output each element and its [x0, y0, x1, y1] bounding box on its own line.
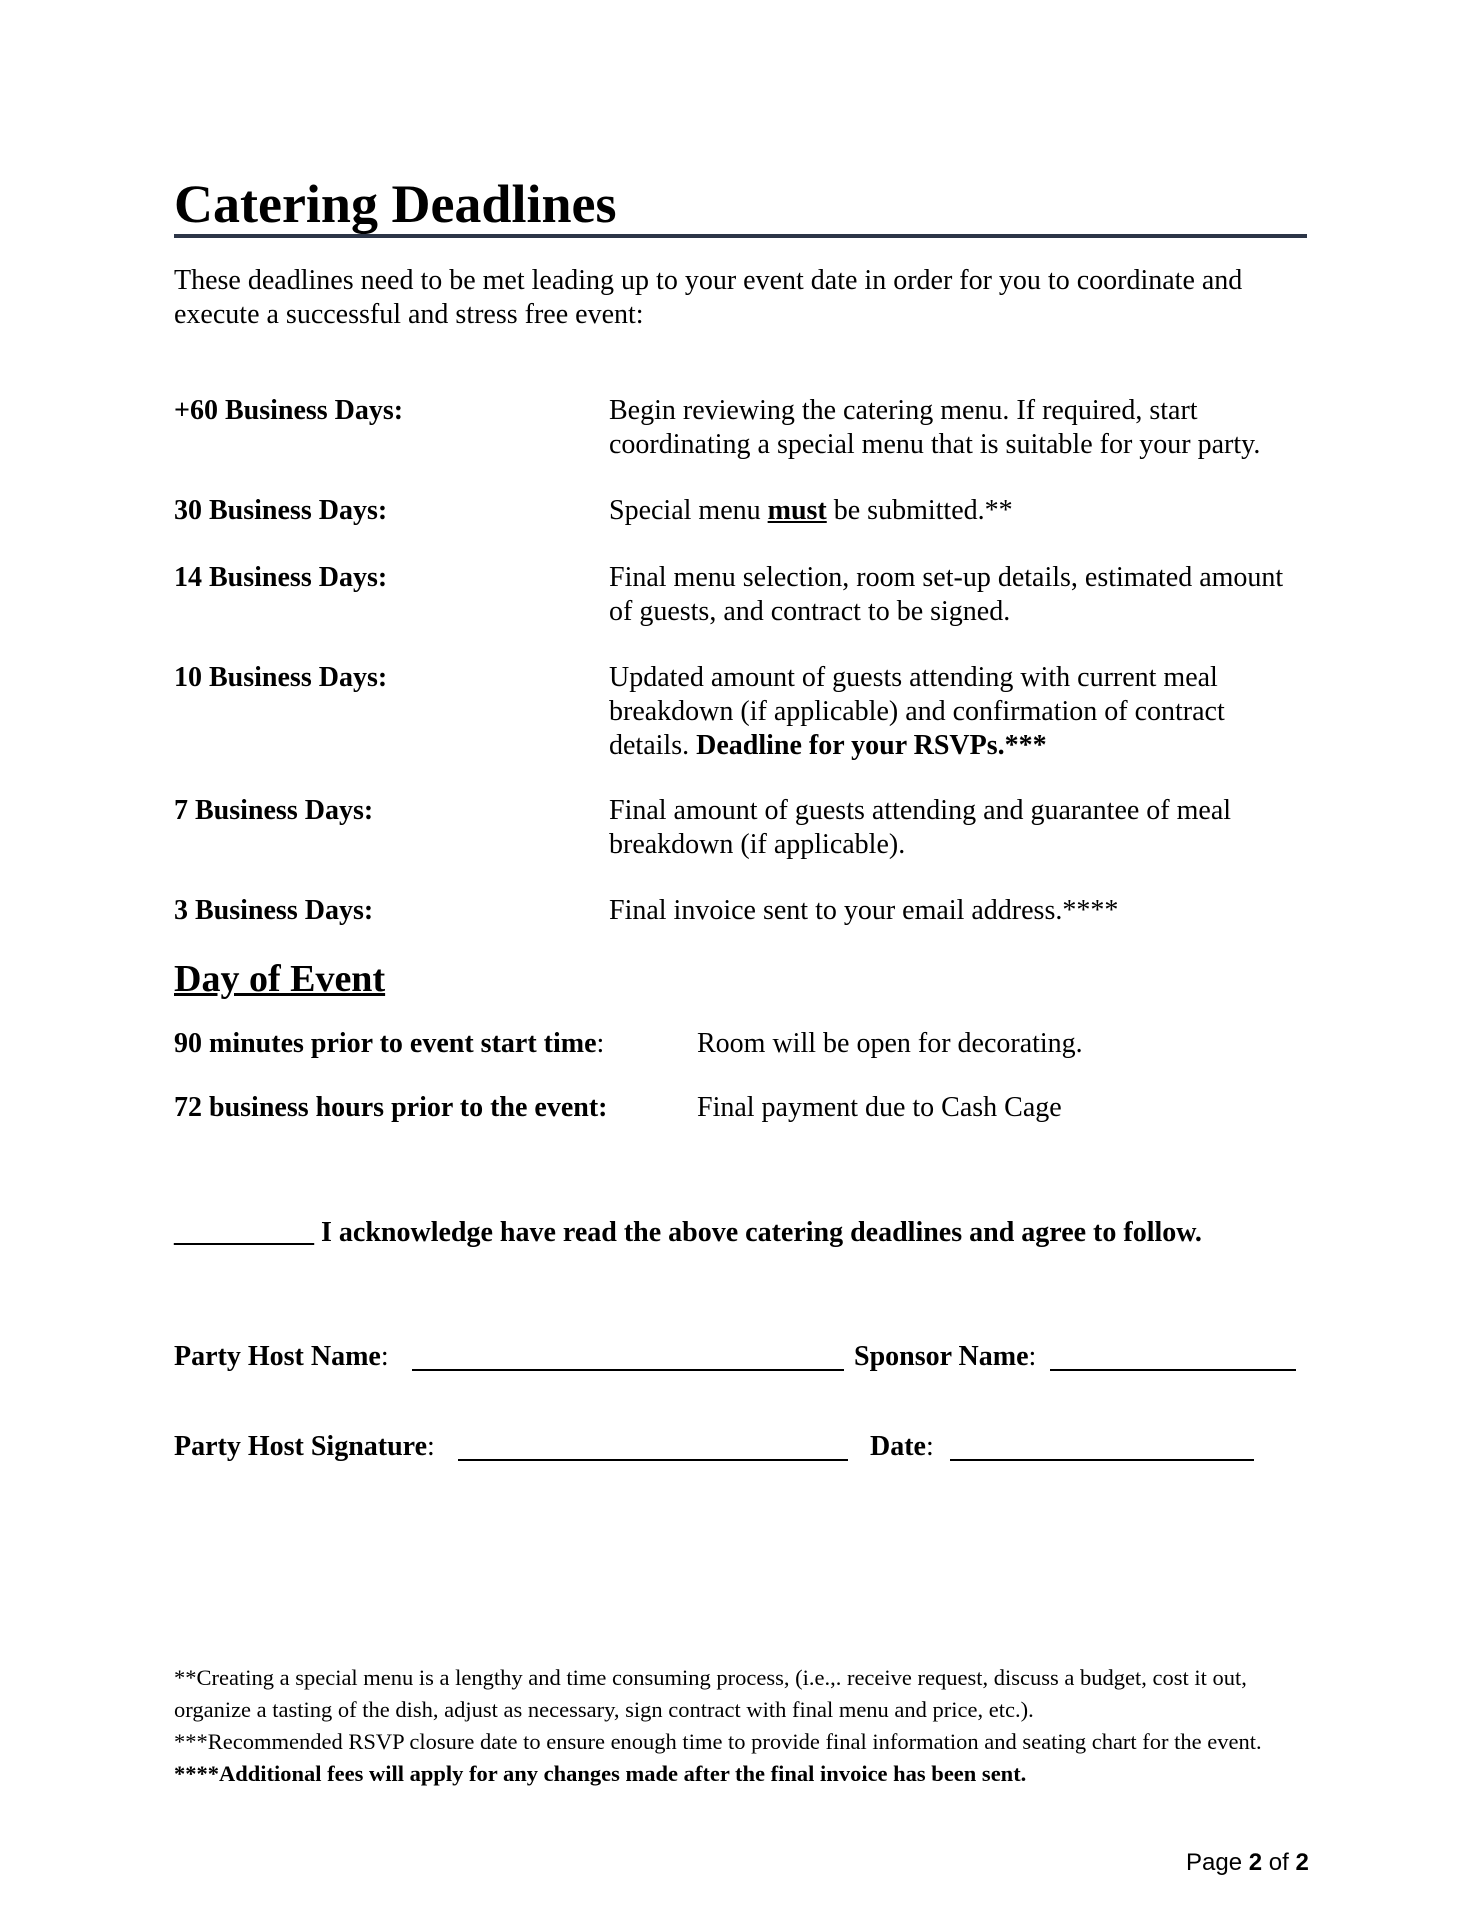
rsvp-deadline-text: Deadline for your RSVPs.***	[696, 730, 1047, 761]
deadline-label: +60 Business Days:	[174, 395, 404, 426]
deadline-description: Begin reviewing the catering menu. If required, start coordinating a special menu that is suitable for your party.	[609, 395, 1261, 460]
sponsor-name-input[interactable]	[1050, 1343, 1296, 1371]
field-colon: :	[925, 1431, 934, 1462]
deadline-description	[609, 494, 1309, 528]
event-description: Final payment due to Cash Cage	[697, 1092, 1062, 1123]
event-label-text: 72 business hours prior to the event:	[174, 1092, 608, 1123]
deadline-label: 7 Business Days:	[174, 795, 374, 826]
deadline-description: Final amount of guests attending and guarantee of meal breakdown (if applicable).	[609, 795, 1232, 860]
emphasis-text: must	[767, 495, 827, 526]
page-title: Catering Deadlines	[174, 174, 617, 234]
party-host-name-input[interactable]	[412, 1343, 844, 1371]
event-label-suffix: :	[596, 1028, 605, 1059]
footnotes	[174, 1662, 1314, 1790]
field-colon: :	[380, 1341, 389, 1372]
field-colon: :	[427, 1431, 435, 1462]
footnote-special-menu: **Creating a special menu is a lengthy and time consuming process, (i.e.,. receive request, discuss a budget, cost it out, organize a tasting of the dish, adjust as necessary, sign contract with final menu and price, etc.).	[174, 1665, 1247, 1722]
deadline-text: Special menu	[609, 495, 768, 526]
deadline-label: 14 Business Days:	[174, 562, 388, 593]
deadline-text: Updated amount of guests attending with current meal breakdown (if applicable) and confirmation of contract details.	[609, 662, 1225, 761]
party-host-signature-label: Party Host Signature	[174, 1431, 428, 1462]
event-label	[174, 1027, 604, 1061]
date-field	[870, 1430, 934, 1464]
date-label: Date	[870, 1431, 926, 1462]
party-host-name-label: Party Host Name	[174, 1341, 381, 1372]
deadline-description: Final menu selection, room set-up details, estimated amount of guests, and contract to be signed.	[609, 562, 1284, 627]
intro-paragraph: These deadlines need to be met leading up to your event date in order for you to coordinate and execute a successful and stress free event:	[174, 265, 1243, 330]
event-description: Room will be open for decorating.	[697, 1028, 1083, 1059]
deadline-label: 30 Business Days:	[174, 495, 388, 526]
sponsor-name-label: Sponsor Name	[854, 1341, 1029, 1372]
party-host-signature-input[interactable]	[458, 1433, 848, 1461]
deadline-text: be submitted.**	[826, 495, 1013, 526]
day-of-event-heading: Day of Event	[174, 958, 386, 1000]
field-colon: :	[1028, 1341, 1037, 1372]
page-prefix: Page	[1186, 1849, 1249, 1876]
deadline-description: Final invoice sent to your email address.****	[609, 895, 1119, 926]
event-label-text: 90 minutes prior to event start time	[174, 1028, 597, 1059]
title-underline-rule	[174, 234, 1307, 238]
party-host-signature-field	[174, 1430, 435, 1464]
page-current: 2	[1248, 1849, 1263, 1876]
footnote-additional-fees: ****Additional fees will apply for any changes made after the final invoice has been sent.	[174, 1761, 1027, 1786]
event-label	[174, 1091, 608, 1125]
page-of: of	[1262, 1849, 1296, 1876]
page-total: 2	[1295, 1849, 1309, 1876]
deadline-label: 10 Business Days:	[174, 662, 388, 693]
footnote-rsvp: ***Recommended RSVP closure date to ensure enough time to provide final information and seating chart for the event.	[174, 1729, 1262, 1754]
page-number	[1186, 1848, 1309, 1878]
date-input[interactable]	[950, 1433, 1254, 1461]
deadline-description	[609, 661, 1309, 763]
acknowledgement-line[interactable]: __________ I acknowledge have read the above catering deadlines and agree to follow.	[174, 1217, 1202, 1248]
deadline-label: 3 Business Days:	[174, 895, 374, 926]
sponsor-name-field	[854, 1340, 1036, 1374]
party-host-name-field	[174, 1340, 389, 1374]
